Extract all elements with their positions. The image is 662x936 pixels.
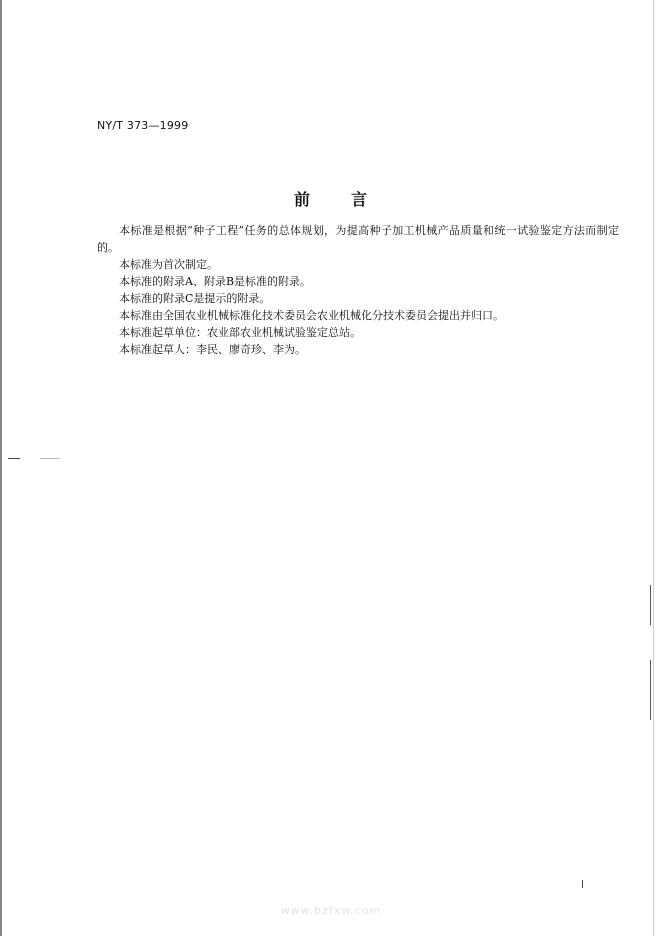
scan-mark [650, 660, 651, 720]
watermark: www.bzfxw.com [280, 904, 382, 917]
scan-edge-right [653, 0, 654, 936]
scan-edge-left [0, 0, 2, 936]
page-title [0, 187, 662, 210]
paragraph: 本标准是根据“种子工程”任务的总体规划，为提高种子加工机械产品质量和统一试验鉴定方法而制定的。 [97, 224, 619, 254]
scan-mark [650, 585, 651, 625]
title-part2: 言 [351, 190, 369, 209]
paragraph: 本标准为首次制定。 [119, 258, 218, 271]
paragraph: 本标准起草人：李民、廖奇珍、李为。 [119, 343, 306, 356]
scan-mark [40, 458, 60, 459]
paragraph: 本标准由全国农业机械标准化技术委员会农业机械化分技术委员会提出并归口。 [119, 309, 504, 322]
standard-number: NY/T 373—1999 [97, 119, 189, 132]
preface-body [97, 222, 619, 358]
scan-mark [8, 458, 20, 459]
title-part1: 前 [293, 190, 311, 209]
paragraph: 本标准的附录A、附录B是标准的附录。 [119, 275, 312, 288]
scan-mark [582, 880, 583, 888]
paragraph: 本标准的附录C是提示的附录。 [119, 292, 271, 305]
paragraph: 本标准起草单位：农业部农业机械试验鉴定总站。 [119, 326, 361, 339]
